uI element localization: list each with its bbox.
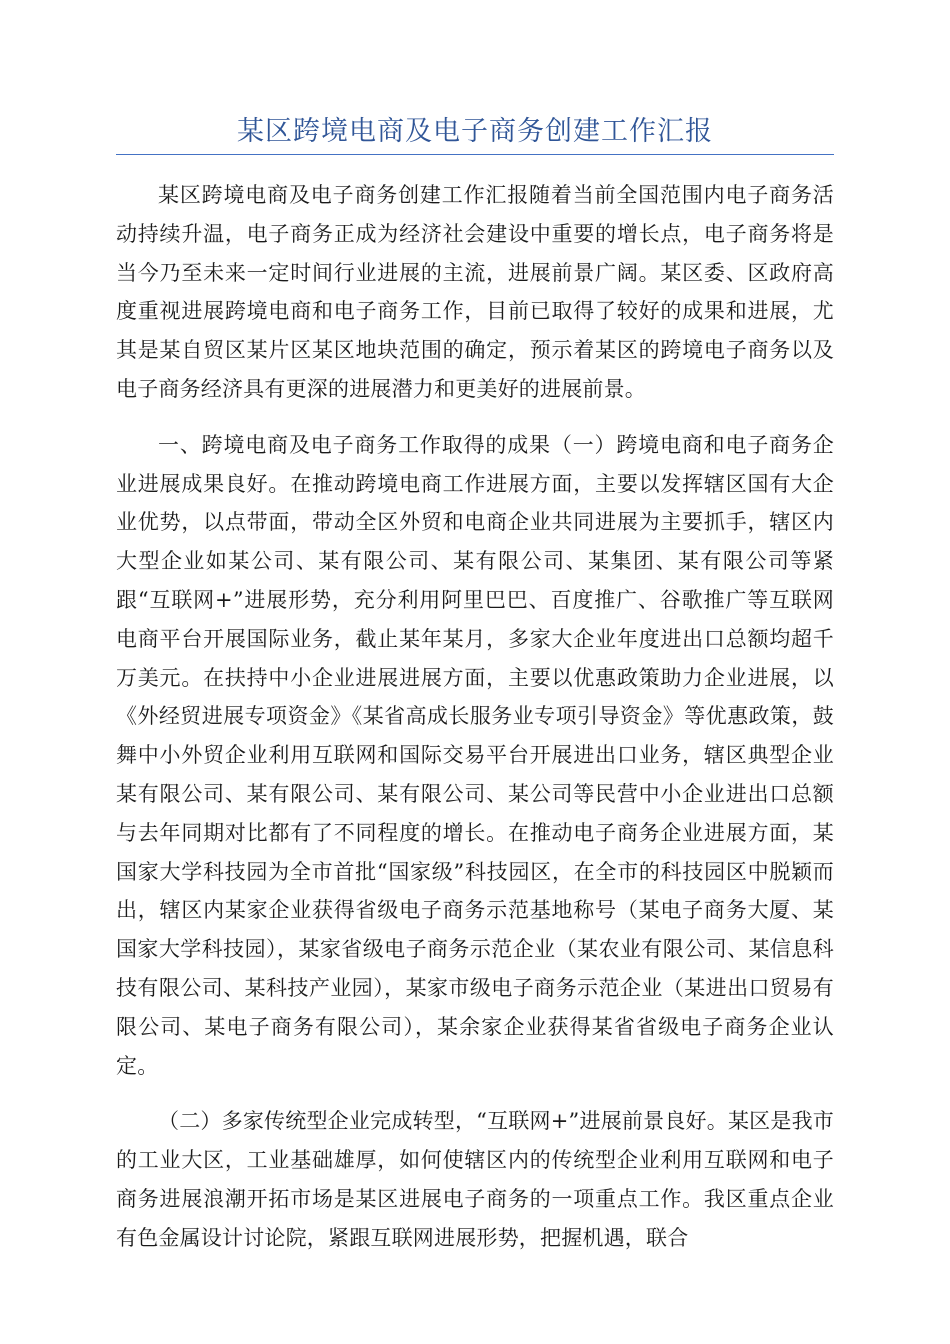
document-title: 某区跨境电商及电子商务创建工作汇报 (237, 116, 713, 147)
document-body (116, 176, 834, 1275)
paragraph-intro: 某区跨境电商及电子商务创建工作汇报随着当前全国范围内电子商务活动持续升温，电子商务正成为经济社会建设中重要的增长点，电子商务将是当今乃至未来一定时间行业进展的主流，进展前景广阔。某区委、区政府高度重视进展跨境电商和电子商务工作，目前已取得了较好的成果和进展，尤其是某自贸区某片区某区地块范围的确定，预示着某区的跨境电子商务以及电子商务经济具有更深的进展潜力和更美好的进展前景。 (116, 183, 834, 401)
title-underline (116, 154, 834, 155)
paragraph-transformation: （二）多家传统型企业完成转型，“互联网+”进展前景良好。某区是我市的工业大区，工业基础雄厚，如何使辖区内的传统型企业利用互联网和电子商务进展浪潮开拓市场是某区进展电子商务的一项重点工作。我区重点企业有色金属设计讨论院，紧跟互联网进展形势，把握机遇，联合 (116, 1109, 834, 1250)
paragraph-achievements: 一、跨境电商及电子商务工作取得的成果（一）跨境电商和电子商务企业进展成果良好。在推动跨境电商工作进展方面，主要以发挥辖区国有大企业优势，以点带面，带动全区外贸和电商企业共同进展为主要抓手，辖区内大型企业如某公司、某有限公司、某有限公司、某集团、某有限公司等紧跟“互联网+”进展形势，充分利用阿里巴巴、百度推广、谷歌推广等互联网电商平台开展国际业务，截止某年某月，多家大企业年度进出口总额均超千万美元。在扶持中小企业进展进展方面，主要以优惠政策助力企业进展，以《外经贸进展专项资金》《某省高成长服务业专项引导资金》等优惠政策，鼓舞中小外贸企业利用互联网和国际交易平台开展进出口业务，辖区典型企业某有限公司、某有限公司、某有限公司、某公司等民营中小企业进出口总额与去年同期对比都有了不同程度的增长。在推动电子商务企业进展方面，某国家大学科技园为全市首批“国家级”科技园区，在全市的科技园区中脱颖而出，辖区内某家企业获得省级电子商务示范基地称号（某电子商务大厦、某国家大学科技园），某家省级电子商务示范企业（某农业有限公司、某信息科技有限公司、某科技产业园），某家市级电子商务示范企业（某进出口贸易有限公司、某电子商务有限公司），某余家企业获得某省省级电子商务企业认定。 (116, 432, 834, 1078)
